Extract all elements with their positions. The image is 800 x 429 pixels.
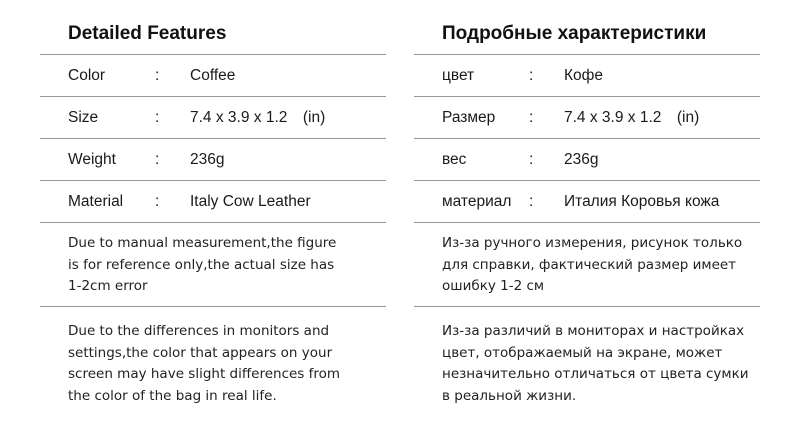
note-line: для справки, фактический размер имеет	[442, 256, 737, 273]
spec-value: Кофе	[564, 67, 604, 84]
spec-value: Coffee	[190, 67, 236, 84]
note-line: в реальной жизни.	[442, 387, 577, 404]
spec-value: Italy Cow Leather	[190, 193, 311, 210]
note-line: the color of the bag in real life.	[68, 387, 277, 404]
spec-label: Weight	[68, 151, 116, 168]
spec-label: материал	[442, 193, 512, 210]
measurement-note	[414, 223, 760, 307]
spec-colon: :	[155, 151, 160, 168]
spec-colon: :	[529, 193, 534, 210]
note-line: is for reference only,the actual size has	[68, 256, 335, 273]
spec-colon: :	[155, 193, 160, 210]
note-line: Due to manual measurement,the figure	[68, 235, 337, 251]
color-note	[40, 307, 386, 407]
panel-title: Detailed Features	[40, 0, 386, 55]
spec-row-weight	[40, 139, 386, 181]
spec-label: Color	[68, 67, 106, 84]
spec-row-weight	[414, 139, 760, 181]
spec-value: 236g	[190, 151, 225, 168]
spec-colon: :	[529, 67, 534, 84]
spec-label: Material	[68, 193, 124, 210]
spec-row-size	[40, 97, 386, 139]
note-line: Due to the differences in monitors and	[68, 323, 330, 339]
note-line: settings,the color that appears on your	[68, 344, 333, 361]
spec-row-material	[414, 181, 760, 223]
note-line: Из-за ручного измерения, рисунок только	[442, 235, 743, 251]
measurement-note	[40, 223, 386, 307]
spec-row-material	[40, 181, 386, 223]
spec-row-color	[414, 55, 760, 97]
note-line: цвет, отображаемый на экране, может	[442, 344, 723, 361]
color-note	[414, 307, 760, 407]
spec-row-color	[40, 55, 386, 97]
spec-colon: :	[529, 151, 534, 168]
note-line: незначительно отличаться от цвета сумки	[442, 366, 749, 382]
spec-value: 7.4 x 3.9 x 1.2 (in)	[190, 109, 326, 126]
spec-label: Размер	[442, 109, 496, 126]
note-line: Из-за различий в мониторах и настройках	[442, 323, 745, 339]
features-panel-russian	[414, 0, 760, 407]
note-line: 1-2cm error	[68, 278, 148, 294]
spec-value: 7.4 x 3.9 x 1.2 (in)	[564, 109, 700, 126]
spec-colon: :	[155, 67, 160, 84]
spec-value: Италия Коровья кожа	[564, 193, 720, 210]
features-panel-english	[40, 0, 386, 407]
panel-title: Подробные характеристики	[414, 0, 760, 55]
spec-label: Size	[68, 109, 99, 126]
spec-label: вес	[442, 151, 467, 168]
spec-row-size	[414, 97, 760, 139]
spec-label: цвет	[442, 67, 475, 84]
spec-colon: :	[529, 109, 534, 126]
note-line: screen may have slight differences from	[68, 366, 341, 382]
note-line: ошибку 1-2 см	[442, 278, 545, 294]
spec-colon: :	[155, 109, 160, 126]
spec-value: 236g	[564, 151, 599, 168]
